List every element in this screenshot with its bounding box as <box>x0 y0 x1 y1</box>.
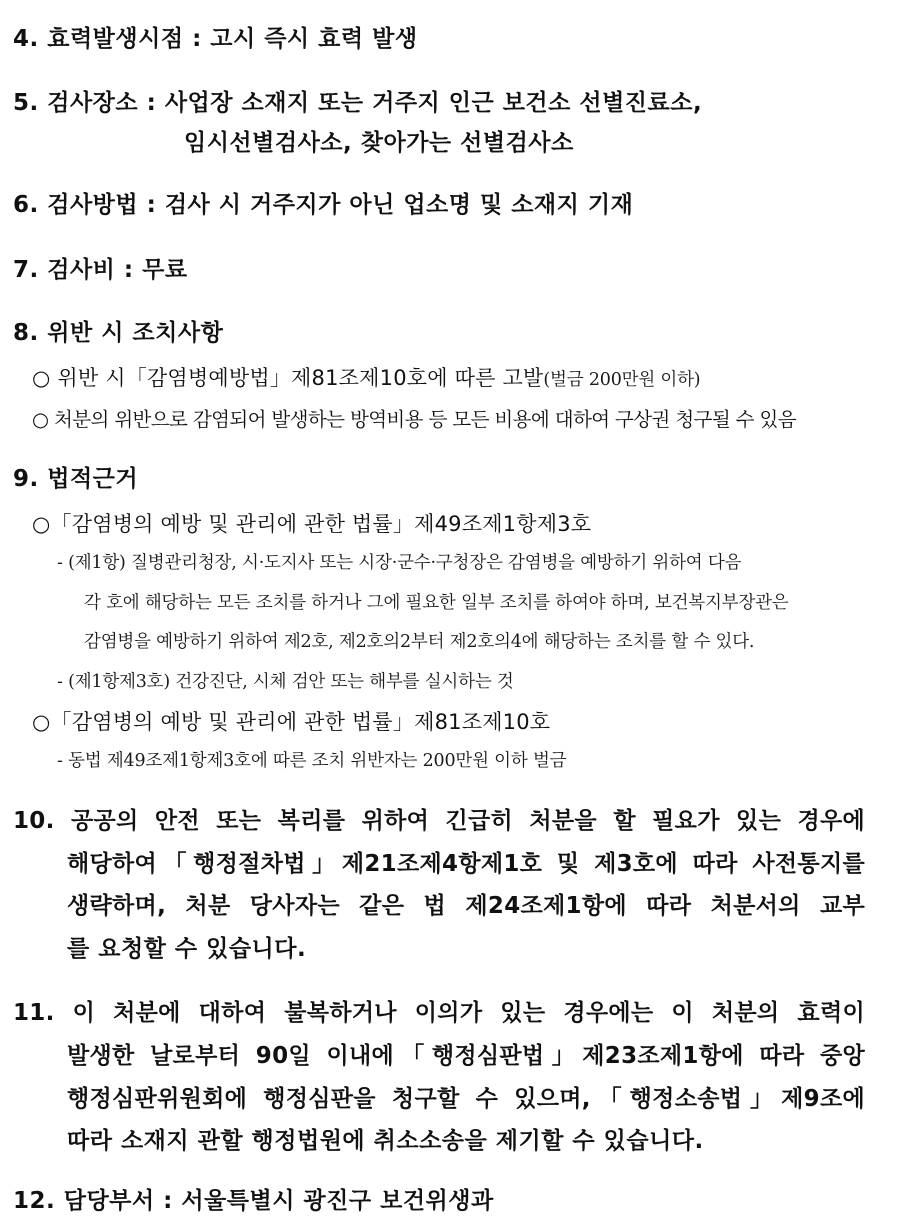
item-8-bullet-1-fine: (벌금 200만원 이하) <box>543 370 701 390</box>
item-10-line-1: 10. 공공의 안전 또는 복리를 위하여 긴급히 처분을 할 필요가 있는 경우에 <box>13 808 865 834</box>
item-11-line-3: 행정심판위원회에 행정심판을 청구할 수 있으며,「행정소송법」제9조에 <box>67 1086 865 1112</box>
item-8-violation-measures: 8. 위반 시 조치사항 <box>13 320 224 346</box>
item-10-line-3: 생략하며, 처분 당사자는 같은 법 제24조제1항에 따라 처분서의 교부 <box>67 893 865 919</box>
item-10-line-4: 를 요청할 수 있습니다. <box>67 936 307 962</box>
item-7-test-fee: 7. 검사비 : 무료 <box>13 257 188 283</box>
item-12-department: 12. 담당부서 : 서울특별시 광진구 보건위생과 <box>13 1188 494 1214</box>
item-11-line-2: 발생한 날로부터 90일 이내에「행정심판법」제23조제1항에 따라 중앙 <box>67 1043 865 1069</box>
item-9-legal-basis: 9. 법적근거 <box>13 466 139 492</box>
item-6-test-method: 6. 검사방법 : 검사 시 거주지가 아닌 업소명 및 소재지 기재 <box>13 192 634 218</box>
item-11-line-1: 11. 이 처분에 대하여 불복하거나 이의가 있는 경우에는 이 처분의 효력이 <box>13 1000 865 1026</box>
item-4-effective-date: 4. 효력발생시점 : 고시 즉시 효력 발생 <box>13 26 418 52</box>
item-8-bullet-1-text: ○ 위반 시「감염병예방법」제81조제10호에 따른 고발 <box>32 366 544 390</box>
item-9-law-1-subitem: - (제1항제3호) 건강진단, 시체 검안 또는 해부를 실시하는 것 <box>57 672 514 692</box>
item-9-law-2-para: - 동법 제49조제1항제3호에 따른 조치 위반자는 200만원 이하 벌금 <box>57 751 567 771</box>
item-10-line-2: 해당하여「행정절차법」제21조제4항제1호 및 제3호에 따라 사전통지를 <box>67 851 865 877</box>
item-8-bullet-1 <box>32 362 700 392</box>
item-5-test-location: 5. 검사장소 : 사업장 소재지 또는 거주지 인근 보건소 선별진료소, <box>13 90 703 116</box>
item-9-law-1: ○「감염병의 예방 및 관리에 관한 법률」제49조제1항제3호 <box>32 512 592 536</box>
item-11-line-4: 따라 소재지 관할 행정법원에 취소소송을 제기할 수 있습니다. <box>67 1128 704 1154</box>
item-8-bullet-2: ○ 처분의 위반으로 감염되어 발생하는 방역비용 등 모든 비용에 대하여 구상권 청구될 수 있음 <box>32 408 796 431</box>
item-5-test-location-cont: 임시선별검사소, 찾아가는 선별검사소 <box>184 130 574 156</box>
item-9-law-1-para-1: - (제1항) 질병관리청장, 시·도지사 또는 시장·군수·구청장은 감염병을 예방하기 위하여 다음 <box>57 553 742 573</box>
item-9-law-2: ○「감염병의 예방 및 관리에 관한 법률」제81조제10호 <box>32 710 551 734</box>
item-9-law-1-para-3: 감염병을 예방하기 위하여 제2호, 제2호의2부터 제2호의4에 해당하는 조치를 할 수 있다. <box>84 632 755 652</box>
item-9-law-1-para-2: 각 호에 해당하는 모든 조치를 하거나 그에 필요한 일부 조치를 하여야 하며, 보건복지부장관은 <box>84 593 789 613</box>
